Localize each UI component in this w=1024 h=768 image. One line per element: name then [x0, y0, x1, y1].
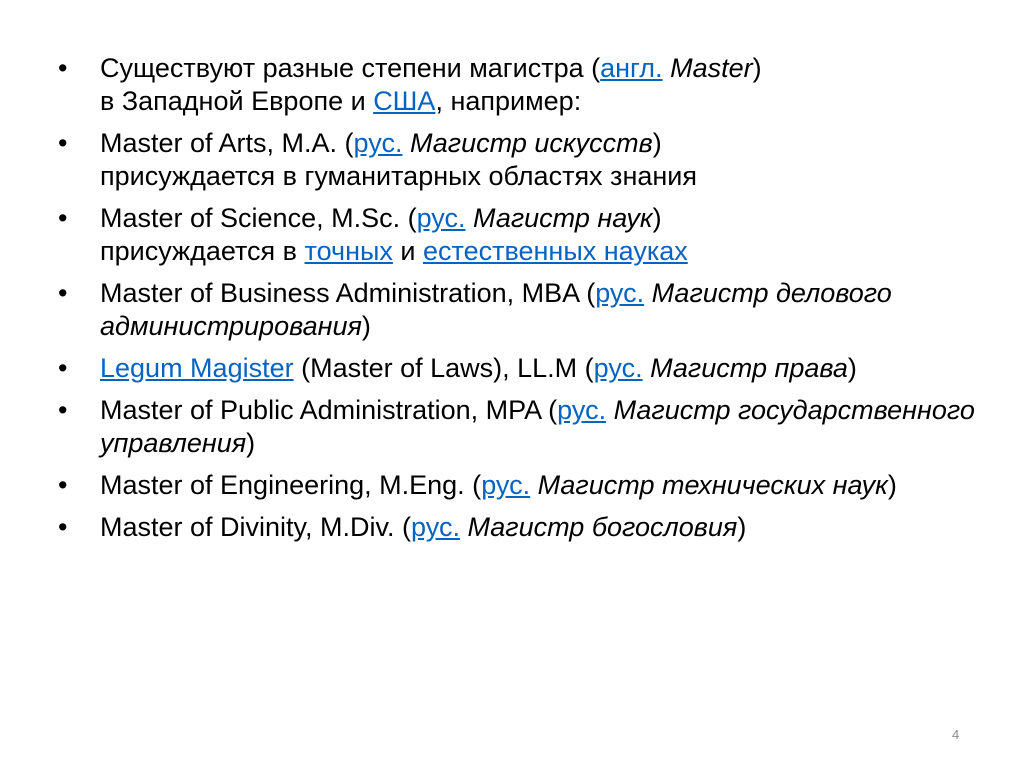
link-rus[interactable]: рус. [557, 395, 607, 425]
bullet-text: ) [652, 128, 662, 158]
link-rus[interactable]: рус. [416, 203, 466, 233]
bullet-item-legum-magister [58, 352, 978, 385]
bullet-text: ) [737, 512, 747, 542]
bullet-italic-text: Магистр искусств [409, 128, 653, 158]
link-angl[interactable]: англ. [600, 53, 663, 83]
bullet-italic-text: Магистр права [650, 353, 848, 383]
link-rus[interactable]: рус. [481, 470, 531, 500]
bullet-item-mba [58, 277, 978, 343]
bullet-item-master-of-science [58, 202, 978, 268]
bullet-text: ) [887, 470, 897, 500]
bullet-text: и [392, 236, 423, 266]
bullet-text: Master of Divinity, M.Div. ( [100, 512, 412, 542]
bullet-item-master-degrees [58, 52, 978, 118]
bullet-text: ) [752, 53, 762, 83]
bullet-item-master-of-arts [58, 127, 978, 193]
link-rus[interactable]: рус. [595, 278, 645, 308]
bullet-italic-text: Магистр наук [473, 203, 653, 233]
bullet-text: Master of Public Administration, MPA ( [100, 395, 558, 425]
bullet-italic-text: Master [670, 53, 753, 83]
bullet-text: Существуют разные степени магистра ( [100, 53, 601, 83]
bullet-text: ) [847, 353, 857, 383]
slide-content [58, 52, 978, 553]
bullet-text: Master of Business Administration, MBA ( [100, 278, 596, 308]
bullet-italic-text: Магистр технических наук [537, 470, 888, 500]
bullet-text: в Западной Европе и [100, 86, 374, 116]
link-natural-sciences[interactable]: естественных науках [422, 236, 688, 266]
bullet-text: Master of Science, M.Sc. ( [100, 203, 417, 233]
link-legum-magister[interactable]: Legum Magister [100, 353, 294, 383]
page-number: 4 [952, 727, 960, 742]
bullet-item-master-of-divinity [58, 511, 978, 544]
bullet-list [58, 52, 978, 544]
bullet-italic-text: Магистр богословия [467, 512, 738, 542]
bullet-italic-text: Магистр государственного управления [100, 395, 975, 458]
bullet-text: ) [652, 203, 662, 233]
bullet-text: Master of Engineering, M.Eng. ( [100, 470, 482, 500]
bullet-text: присуждается в гуманитарных областях знания [100, 161, 697, 191]
bullet-text: Master of Arts, M.A. ( [100, 128, 354, 158]
bullet-text: ) [361, 311, 371, 341]
bullet-italic-text: Магистр делового администрирования [100, 278, 892, 341]
link-rus[interactable]: рус. [593, 353, 643, 383]
bullet-item-master-of-engineering [58, 469, 978, 502]
bullet-text: ) [246, 428, 256, 458]
link-exact-sciences[interactable]: точных [304, 236, 393, 266]
link-usa[interactable]: США [373, 86, 436, 116]
link-rus[interactable]: рус. [411, 512, 460, 542]
bullet-text: присуждается в [100, 236, 305, 266]
bullet-text: (Master of Laws), LL.M ( [293, 353, 594, 383]
bullet-text: , например: [435, 86, 582, 116]
bullet-item-mpa [58, 394, 978, 460]
link-rus[interactable]: рус. [353, 128, 403, 158]
